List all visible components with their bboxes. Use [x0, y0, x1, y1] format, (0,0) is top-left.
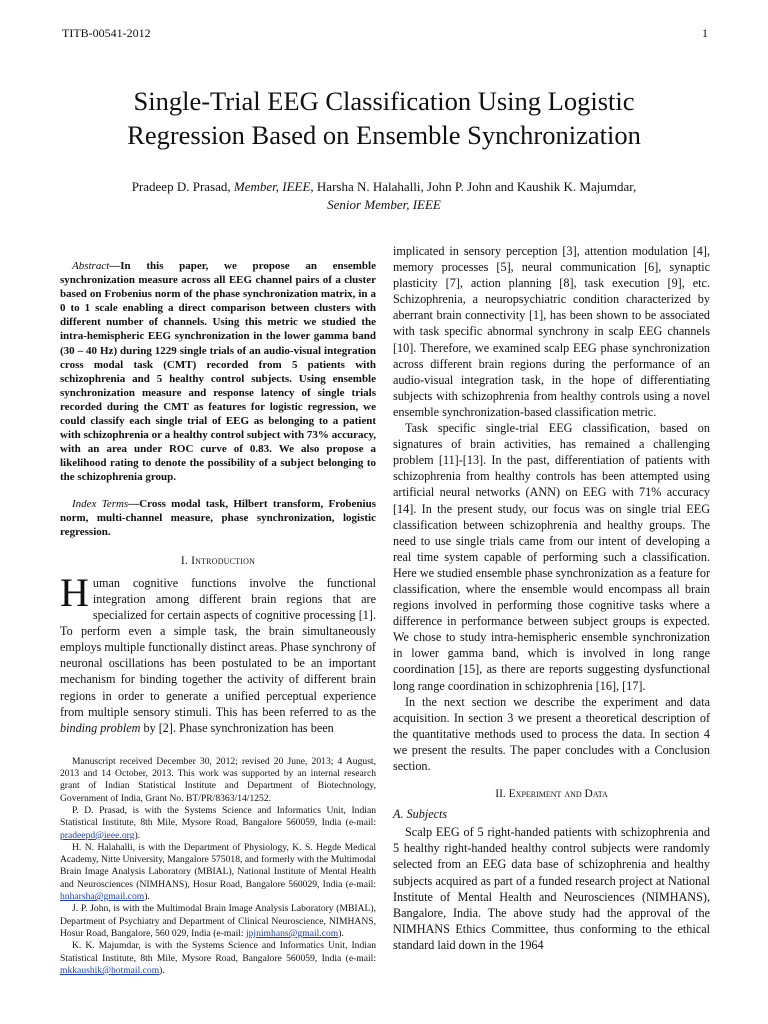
journal-id: TITB-00541-2012 — [62, 26, 151, 40]
footnotes — [60, 756, 376, 977]
experiment-heading: II. Experiment and Data — [495, 788, 608, 801]
author-1-role: Member, IEEE — [233, 179, 311, 194]
footnote-prasad — [60, 805, 376, 842]
email-link-majumdar[interactable]: mkkaushik@hotmail.com — [60, 964, 160, 976]
footnote-halahalli-text: H. N. Halahalli, is with the Department of Physiology, K. S. Hegde Medical Academy, Nitte University, Mangalore 575018, and formerly with the Multimodal Brain Image Analysis Laboratory (MBIAL), National Institute of Mental Health and Neurosciences (NIMHANS), Hosur Road, Bangalore 560029, India (e-mail: — [60, 841, 376, 890]
footnote-john — [60, 903, 376, 940]
abstract — [60, 259, 376, 485]
intro-paragraph — [60, 569, 376, 736]
title-line-1: Single-Trial EEG Classification Using Logistic — [133, 86, 635, 116]
right-paragraph-2: Task specific single-trial EEG classification, based on signatures of brain activities, has remained a challenging problem [11]-[13]. In the past, differentiation of patients with schizophrenia from healthy controls has been attempted using artificial neural networks (ANN) on EEG with 71% accuracy [14]. In the present study, our focus was on single trial EEG classification between schizophrenia and healthy groups. The need to use single trials came from our intent of developing a real time system capable of performing such a classification. Here we studied ensemble phase synchronization as a feature for classification, where the ensemble would encompass all brain regions involved in performing those cognitive tasks where a difference in performance between subject groups is expected. We chose to study intra-hemispheric ensemble synchronization in lower gamma band, which is involved in long range coordination [15], as there are reports suggesting dysfunctional long range coordination in schizophrenia [16], [17]. — [393, 421, 710, 693]
right-paragraph-4: Scalp EEG of 5 right-handed patients with schizophrenia and 5 healthy right-handed healthy control subjects were randomly selected from an EEG data base of schizophrenia and healthy subjects acquired as part of a funded research project at National Institute of Mental Health and Neurosciences (NIMHANS), Bangalore, India. The above study had the approval of the NIMHANS Ethics Committee, thus conforming to the ethical standard laid down in the 1964 — [393, 825, 710, 952]
drop-cap: H — [60, 569, 89, 615]
footnote-halahalli — [60, 842, 376, 903]
abstract-text: —In this paper, we propose an ensemble synchronization measure across all EEG channel pairs of a cluster based on Frobenius norm of the phase synchronization matrix, in a 0 to 1 scale enabling a direct comparison between clusters with different number of channels. Using this metric we studied the intra-hemispheric EEG synchronization in the lower gamma band (30 – 40 Hz) during 1229 single trials of an audio-visual integration cross modal task (CMT) recorded from 5 patients with schizophrenia and 5 healthy control subjects. Using ensemble synchronization measure and response latency of single trials recorded during the CMT as features for logistic regression, we could classify each single trial of EEG as belonging to a patient with schizophrenia or a healthy control subject with 73% accuracy, with an area under ROC curve of 0.83. We also propose a likelihood rating to denote the possibility of a subject belonging to the schizophrenia group. — [60, 260, 376, 484]
intro-heading: I. Introduction — [180, 554, 256, 567]
footnote-john-text: J. P. John, is with the Multimodal Brain Image Analysis Laboratory (MBIAL), Department of Psychiatry and Department of Clinical Neuroscience, NIMHANS, Hosur Road, Bangalore, 560 029, India (e-mail: — [60, 903, 376, 939]
author-rest: , Harsha N. Halahalli, John P. John and Kaushik K. Majumdar, — [310, 179, 637, 194]
index-terms-lead: Index Terms — [72, 497, 129, 510]
intro-emphasis: binding problem — [60, 720, 141, 735]
intro-text-1: uman cognitive functions involve the functional integration among different brain regions that are specialized for certain aspects of cognitive processing [1]. To perform even a simple task, the brain simultaneously employs multiple functionally distinct areas. Phase synchrony of neuronal oscillations has been postulated to be an important mechanism for binding together the activity of different brain regions in order to generate a unified perceptual experience from multiple sensory stimuli. This has been referred to as the — [60, 575, 376, 719]
footnote-majumdar-end: ). — [159, 964, 165, 976]
footnote-prasad-text: P. D. Prasad, is with the Systems Science and Informatics Unit, Indian Statistical Institute, 8th Mile, Mysore Road, Bangalore 560059, India (e-mail: — [60, 805, 376, 829]
index-terms-text: —Cross modal task, Hilbert transform, Frobenius norm, multi-channel measure, phase synchronization, logistic regression. — [60, 497, 376, 538]
right-paragraph-1: implicated in sensory perception [3], attention modulation [4], memory processes [5], neural communication [6], synaptic plasticity [7], action planning [8], task execution [9], etc. Schizophrenia, a neuropsychiatric condition characterized by aberrant brain connectivity [1], has been shown to be associated with task specific abnormal synchrony in scalp EEG channels [10]. Therefore, we examined scalp EEG phase synchronization across different brain regions during the performance of an audio-visual integration task, in the hope of differentiating subjects with schizophrenia from healthy controls using a novel ensemble synchronization-based classification metric. — [393, 244, 710, 419]
footnote-john-end: ). — [338, 927, 344, 939]
right-paragraph-3: In the next section we describe the experiment and data acquisition. In section 3 we present a theoretical description of the quantitative methods used to process the data. In section 4 we present the results. The paper concludes with a Conclusion section. — [393, 694, 710, 773]
email-link-halahalli[interactable]: hnharsha@gmail.com — [60, 891, 145, 903]
email-link-john[interactable]: jpjnimhans@gmail.com — [245, 927, 339, 939]
intro-text-2: by [2]. Phase synchronization has been — [140, 720, 334, 735]
email-link-prasad[interactable]: pradeepd@ieee.org — [60, 829, 135, 841]
author-line-2 — [60, 196, 708, 214]
page-number: 1 — [702, 26, 708, 40]
footnote-prasad-end: ). — [134, 829, 141, 841]
title-line-2: Regression Based on Ensemble Synchronization — [127, 120, 641, 150]
index-terms — [60, 497, 376, 539]
footnote-halahalli-end: ). — [144, 891, 150, 903]
subjects-subheading: A. Subjects — [393, 807, 448, 822]
paper-title — [60, 84, 708, 152]
footnote-manuscript: Manuscript received December 30, 2012; revised 20 June, 2013; 4 August, 2013 and 14 October, 2013. This work was supported by an internal research grant of Indian Statistical Institute and Department of Biotechnology, Government of India, Grant No. BT/PR/8363/14/1252. — [60, 755, 376, 804]
left-column — [60, 243, 376, 977]
footnote-majumdar-text: K. K. Majumdar, is with the Systems Science and Informatics Unit, Indian Statistical Institute, 8th Mile, Mysore Road, Bangalore 560059, India (e-mail: — [60, 940, 376, 964]
author-line-1 — [60, 178, 708, 196]
author-1: Pradeep D. Prasad, — [131, 179, 234, 194]
author-last-role: Senior Member, IEEE — [327, 197, 441, 212]
right-column — [393, 243, 710, 953]
abstract-lead: Abstract — [72, 260, 110, 272]
footnote-majumdar — [60, 940, 376, 977]
author-list — [60, 178, 708, 214]
